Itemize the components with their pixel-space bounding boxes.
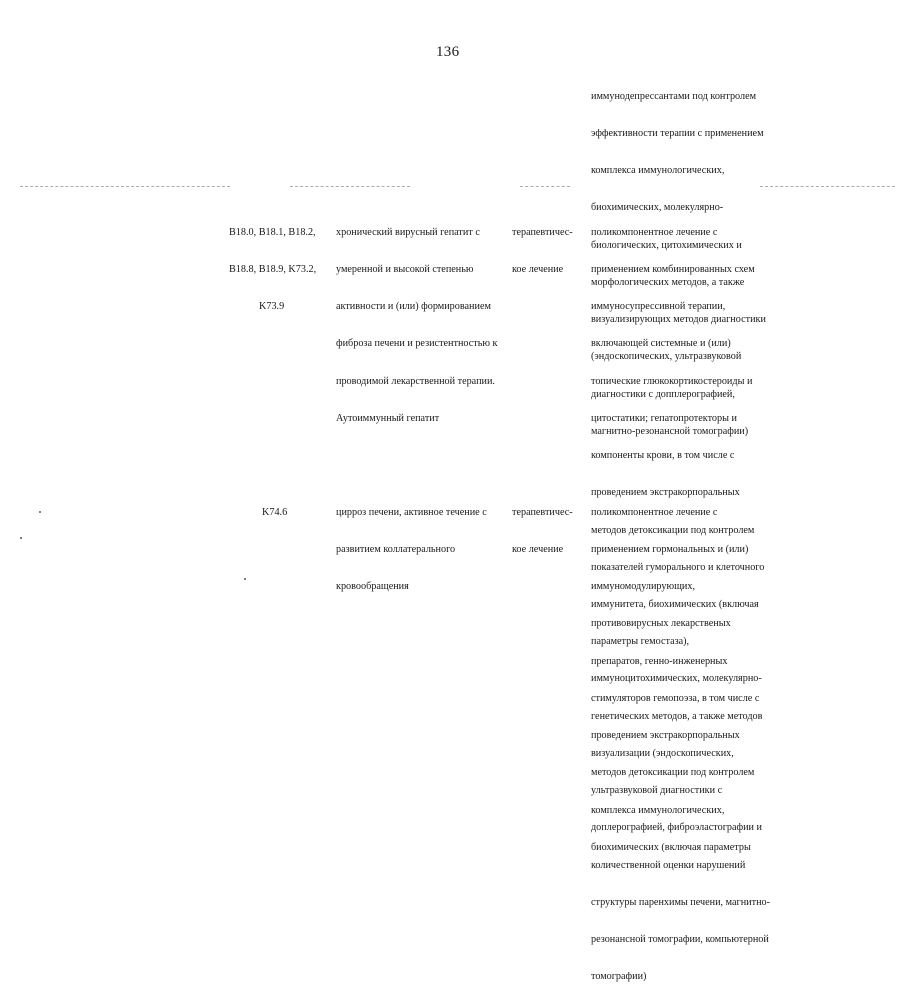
text-line: проведением экстракорпоральных xyxy=(591,730,740,742)
text-line: Аутоиммунный гепатит xyxy=(336,412,440,424)
text-line: кое лечение xyxy=(512,264,564,276)
text-line: визуализирующих методов диагностики xyxy=(591,314,766,326)
text-line: проведением экстракорпоральных xyxy=(591,487,740,499)
text-line: применением гормональных и (или) xyxy=(591,544,749,556)
text-line: B18.8, B18.9, K73.2, xyxy=(229,264,317,276)
text-line: цирроз печени, активное течение с xyxy=(336,506,487,518)
text-line: иммуносупрессивной терапии, xyxy=(591,301,726,313)
text-line: применением комбинированных схем xyxy=(591,264,755,276)
page-number: 136 xyxy=(436,44,460,60)
text-line: поликомпонентное лечение с xyxy=(591,226,718,238)
row-separator xyxy=(20,186,230,189)
text-line: (эндоскопических, ультразвуковой xyxy=(591,351,742,363)
text-line: морфологических методов, а также xyxy=(591,276,745,288)
text-line: стимуляторов гемопоэза, в том числе с xyxy=(591,692,760,704)
row-separator xyxy=(290,186,410,189)
code-cell xyxy=(262,482,287,544)
text-line: K74.6 xyxy=(262,506,288,518)
text-line: ультразвуковой диагностики с xyxy=(591,785,723,797)
text-line: развитием коллатерального xyxy=(336,544,456,556)
text-line: фиброза печени и резистентностью к xyxy=(336,338,498,350)
text-line: B18.0, B18.1, B18.2, xyxy=(229,226,316,238)
disease-cell xyxy=(336,202,497,450)
text-line: диагностики с допплерографией, xyxy=(591,388,735,400)
text-line: методов детоксикации под контролем xyxy=(591,524,755,536)
scan-speck xyxy=(20,537,22,539)
text-line: топические глюкокортикостероиды и xyxy=(591,375,753,387)
text-line: генетических методов, а также методов xyxy=(591,710,763,722)
text-line: препаратов, генно-инженерных xyxy=(591,655,728,667)
text-line: терапевтичес- xyxy=(512,506,573,518)
text-line: хронический вирусный гепатит с xyxy=(336,226,480,238)
text-line: иммуноцитохимических, молекулярно- xyxy=(591,673,762,685)
treatment-type-cell xyxy=(512,202,573,301)
text-line: параметры гемостаза), xyxy=(591,636,690,648)
text-line: цитостатики; гепатопротекторы и xyxy=(591,412,737,424)
text-line: биохимических (включая параметры xyxy=(591,841,751,853)
text-line: биохимических, молекулярно- xyxy=(591,202,724,214)
row-separator xyxy=(520,186,570,189)
disease-cell xyxy=(336,482,487,618)
text-line: проводимой лекарственной терапии. xyxy=(336,375,495,387)
text-line: компоненты крови, в том числе с xyxy=(591,450,735,462)
text-line: эффективности терапии с применением xyxy=(591,128,764,140)
text-line: K73.9 xyxy=(259,301,285,313)
text-line: иммунитета, биохимических (включая xyxy=(591,599,759,610)
text-line: противовирусных лекарственых xyxy=(591,618,731,630)
text-line: структуры паренхимы печени, магнитно- xyxy=(591,896,771,908)
text-line: поликомпонентное лечение с xyxy=(591,506,718,518)
scan-speck xyxy=(39,511,41,513)
text-line: терапевтичес- xyxy=(512,226,573,238)
text-line: умеренной и высокой степенью xyxy=(336,264,474,276)
scan-speck xyxy=(244,578,246,580)
text-line: активности и (или) формированием xyxy=(336,301,491,313)
text-line: включающей системные и (или) xyxy=(591,338,731,350)
text-line: кровообращения xyxy=(336,581,409,593)
text-line: доплерографией, фиброэластографии и xyxy=(591,822,763,834)
code-cell xyxy=(229,202,316,338)
text-line: иммунодепрессантами под контролем xyxy=(591,90,757,102)
row-separator xyxy=(760,186,895,189)
text-line: комплекса иммунологических, xyxy=(591,804,725,816)
text-line: комплекса иммунологических, xyxy=(591,165,725,177)
text-line: показателей гуморального и клеточного xyxy=(591,561,765,573)
text-line: иммуномодулирующих, xyxy=(591,581,696,593)
text-line: количественной оценки нарушений xyxy=(591,859,746,871)
text-line: кое лечение xyxy=(512,544,564,556)
treatment-type-cell xyxy=(512,482,573,581)
treatment-method-cell xyxy=(591,482,759,879)
text-line: томографии) xyxy=(591,971,647,983)
text-line: резонансной томографии, компьютерной xyxy=(591,933,769,945)
text-line: магнитно-резонансной томографии) xyxy=(591,425,749,437)
text-line: биологических, цитохимических и xyxy=(591,239,742,251)
text-line: методов детоксикации под контролем xyxy=(591,767,755,779)
text-line: визуализации (эндоскопических, xyxy=(591,747,734,759)
